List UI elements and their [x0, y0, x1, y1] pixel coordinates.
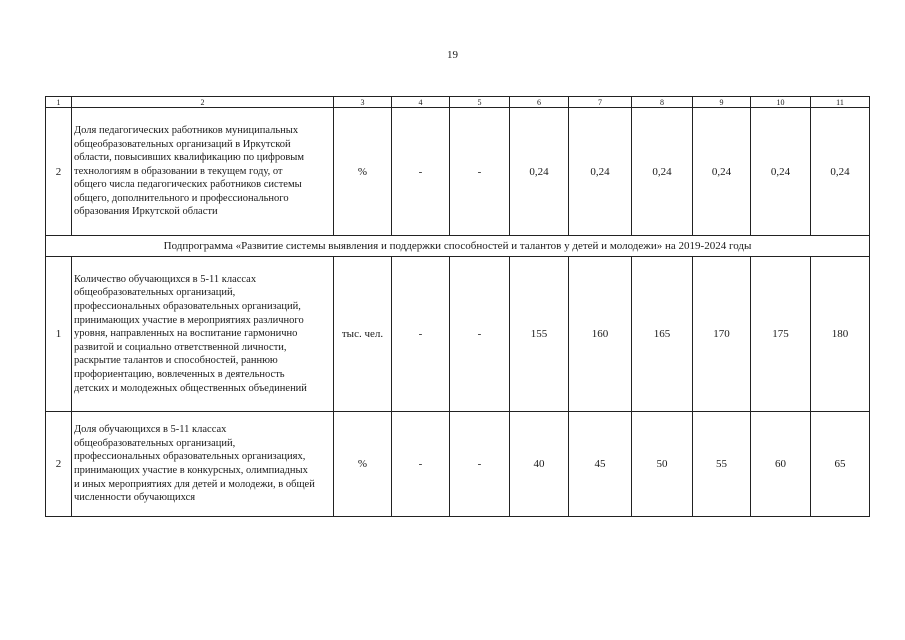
value-cell: - — [450, 412, 510, 517]
indicator-name-line: принимающих участие в мероприятиях различного — [74, 314, 304, 326]
unit-cell: тыс. чел. — [334, 257, 392, 412]
page-number: 19 — [447, 49, 458, 61]
indicator-name-line: общего числа педагогических работников системы — [74, 179, 302, 191]
indicator-name-line: раскрытие талантов и способностей, раннюю — [74, 355, 278, 367]
indicator-name-line: образования Иркутской области — [74, 206, 218, 218]
unit-cell: % — [334, 412, 392, 517]
value-cell: 65 — [811, 412, 870, 517]
indicator-name — [72, 108, 334, 236]
indicator-name-line: Доля обучающихся в 5-11 классах — [74, 424, 227, 436]
value-cell: 170 — [693, 257, 751, 412]
indicator-name-line: Доля педагогических работников муниципальных — [74, 124, 299, 136]
indicator-name-line: общего, дополнительного и профессионального — [74, 192, 289, 204]
indicator-name-line: детских и молодежных общественных объединений — [74, 382, 307, 394]
value-cell: 0,24 — [569, 108, 632, 236]
indicator-name-line: и иных мероприятиях для детей и молодежи, в общей — [74, 478, 315, 490]
subprogram-title: Подпрограмма «Развитие системы выявления и поддержки способностей и талантов у детей и молодежи» на 2019-2024 годы — [46, 236, 870, 257]
value-cell: 40 — [510, 412, 569, 517]
indicator-name-line: общеобразовательных организаций, — [74, 287, 236, 299]
indicator-name-line: профессиональных образовательных организаций, — [74, 301, 301, 313]
indicator-name — [72, 257, 334, 412]
indicator-name-line: профессиональных образовательных организациях, — [74, 451, 306, 463]
column-number: 9 — [693, 97, 751, 108]
indicators-table — [45, 96, 870, 517]
table-row — [46, 412, 870, 517]
indicator-name-line: численности обучающихся — [74, 492, 196, 504]
value-cell: 55 — [693, 412, 751, 517]
indicator-name — [72, 412, 334, 517]
row-number: 1 — [46, 257, 72, 412]
column-number: 1 — [46, 97, 72, 108]
value-cell: 0,24 — [510, 108, 569, 236]
column-number: 10 — [751, 97, 811, 108]
value-cell: 0,24 — [693, 108, 751, 236]
indicator-name-line: принимающих участие в конкурсных, олимпиадных — [74, 465, 308, 476]
column-number: 8 — [632, 97, 693, 108]
indicator-name-line: технологиям в образовании в текущем году, от — [74, 165, 283, 177]
value-cell: 60 — [751, 412, 811, 517]
value-cell: 175 — [751, 257, 811, 412]
subprogram-row — [46, 236, 870, 257]
value-cell: 165 — [632, 257, 693, 412]
value-cell: - — [392, 257, 450, 412]
value-cell: 155 — [510, 257, 569, 412]
column-number: 4 — [392, 97, 450, 108]
row-number: 2 — [46, 412, 72, 517]
value-cell: - — [392, 412, 450, 517]
column-number: 6 — [510, 97, 569, 108]
column-number: 11 — [811, 97, 870, 108]
value-cell: 180 — [811, 257, 870, 412]
table-row — [46, 257, 870, 412]
value-cell: 0,24 — [632, 108, 693, 236]
column-number: 5 — [450, 97, 510, 108]
value-cell: 0,24 — [751, 108, 811, 236]
indicator-name-line: развитой и социально ответственной личности, — [74, 341, 287, 353]
value-cell: 45 — [569, 412, 632, 517]
column-number: 2 — [72, 97, 334, 108]
column-number: 7 — [569, 97, 632, 108]
indicator-name-line: области, повысивших квалификацию по цифровым — [74, 152, 305, 164]
table-row — [46, 108, 870, 236]
indicator-name-line: профориентацию, вовлеченных в деятельность — [74, 368, 285, 380]
indicator-name-line: Количество обучающихся в 5-11 классах — [74, 273, 257, 285]
indicator-name-line: уровня, направленных на воспитание гармонично — [74, 328, 298, 340]
indicator-name-line: общеобразовательных организаций, — [74, 437, 236, 449]
value-cell: 0,24 — [811, 108, 870, 236]
column-number-row — [46, 97, 870, 108]
value-cell: - — [450, 257, 510, 412]
value-cell: 160 — [569, 257, 632, 412]
value-cell: - — [450, 108, 510, 236]
value-cell: 50 — [632, 412, 693, 517]
column-number: 3 — [334, 97, 392, 108]
indicator-name-line: общеобразовательных организаций в Иркутской — [74, 138, 291, 150]
unit-cell: % — [334, 108, 392, 236]
value-cell: - — [392, 108, 450, 236]
row-number: 2 — [46, 108, 72, 236]
